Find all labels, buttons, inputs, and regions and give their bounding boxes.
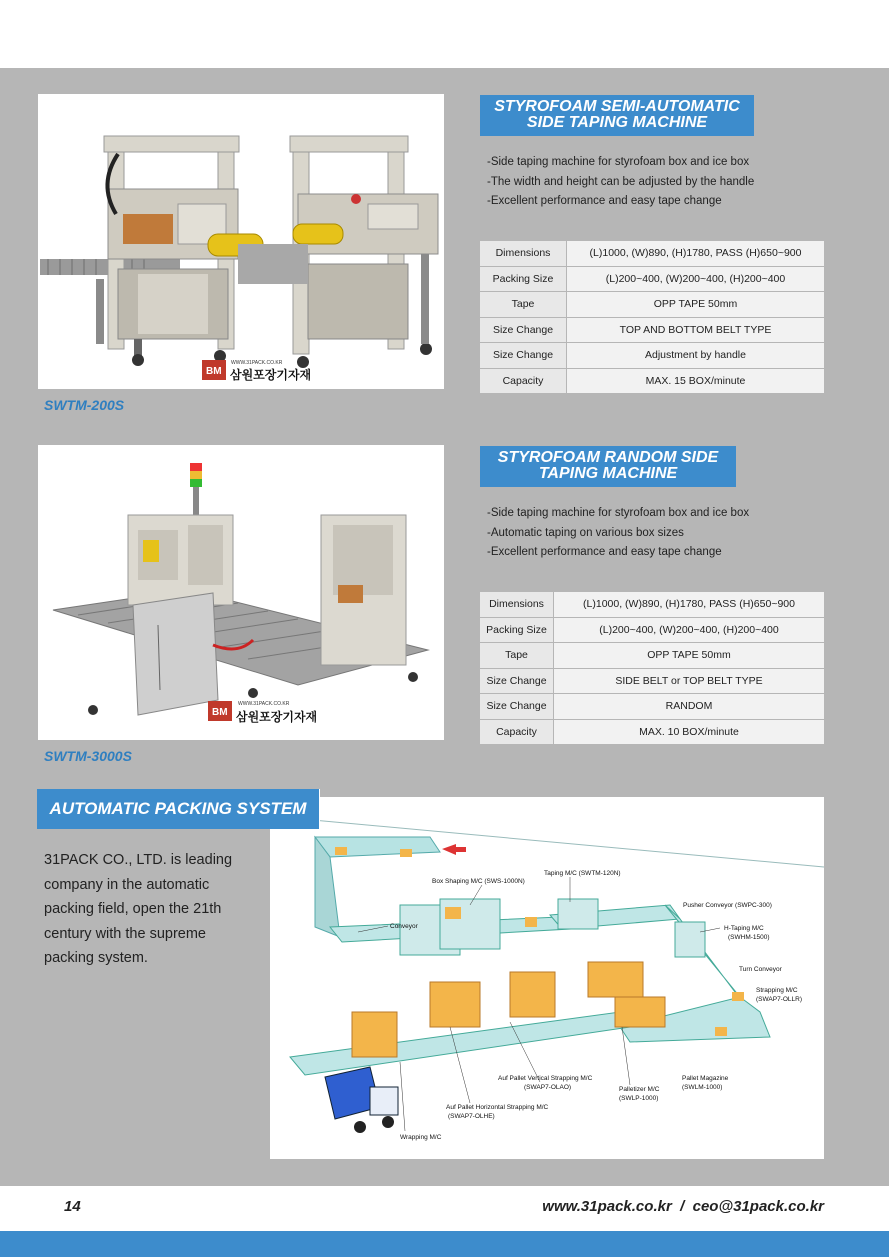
- spec-value: SIDE BELT or TOP BELT TYPE: [554, 668, 825, 694]
- table-row: [480, 368, 824, 394]
- feature-item: -Side taping machine for styrofoam box and ice box: [487, 507, 750, 519]
- taping-machine-illustration: [38, 94, 444, 389]
- diagram-label: Conveyor: [390, 923, 418, 930]
- spec-label: Tape: [480, 292, 567, 318]
- diagram-label: H-Taping M/C: [724, 925, 764, 932]
- spec-table: [480, 241, 824, 394]
- section-description: 31PACK CO., LTD. is leading company in the automatic packing field, open the 21th century with the supreme packing system.: [44, 852, 233, 967]
- feature-item: -Excellent performance and easy tape change: [487, 546, 722, 558]
- spec-label: Size Change: [480, 668, 554, 694]
- diagram-label: (SWAP7-OLHE): [448, 1113, 495, 1120]
- spec-label: Capacity: [480, 719, 554, 745]
- table-row: [480, 241, 824, 266]
- packing-line-illustration: [270, 797, 824, 1159]
- diagram-label: Box Shaping M/C (SWS-1000N): [432, 878, 525, 885]
- diagram-label: (SWAP7-OLAO): [524, 1084, 572, 1091]
- spec-value: Adjustment by handle: [567, 343, 825, 369]
- diagram-label: Pallet Magazine: [682, 1075, 729, 1082]
- spec-value: OPP TAPE 50mm: [554, 643, 825, 669]
- diagram-label: Wrapping M/C: [400, 1134, 442, 1141]
- swtm-3000s-photo: [38, 445, 444, 740]
- spec-label: Capacity: [480, 368, 567, 394]
- table-row: [480, 592, 824, 617]
- spec-label: Dimensions: [480, 592, 554, 617]
- table-row: [480, 694, 824, 720]
- diagram-label: (SWAP7-OLLR): [756, 996, 802, 1003]
- logo-korean-text: 삼원포장기자재: [236, 710, 318, 724]
- spec-label: Packing Size: [480, 617, 554, 643]
- table-row: [480, 292, 824, 318]
- flow-arrow-icon: [442, 844, 466, 855]
- feature-item: -Side taping machine for styrofoam box and ice box: [487, 156, 750, 168]
- svg-text:BM: BM: [212, 707, 228, 718]
- spec-label: Size Change: [480, 694, 554, 720]
- spec-label: Packing Size: [480, 266, 567, 292]
- table-row: [480, 719, 824, 745]
- logo-url-text: WWW.31PACK.CO.KR: [238, 701, 290, 707]
- random-taping-machine-illustration: [38, 445, 444, 740]
- title-line-1: STYROFOAM RANDOM SIDE: [497, 449, 719, 466]
- spec-label: Size Change: [480, 343, 567, 369]
- table-row: [480, 643, 824, 669]
- spec-value: (L)200~400, (W)200~400, (H)200~400: [554, 617, 825, 643]
- model-name: SWTM-200S: [44, 397, 125, 413]
- table-row: [480, 343, 824, 369]
- spec-value: RANDOM: [554, 694, 825, 720]
- footer-bar: [0, 1231, 889, 1257]
- diagram-label: Strapping M/C: [756, 987, 798, 994]
- spec-value: (L)1000, (W)890, (H)1780, PASS (H)650~900: [567, 241, 825, 266]
- spec-value: (L)1000, (W)890, (H)1780, PASS (H)650~900: [554, 592, 825, 617]
- spec-label: Size Change: [480, 317, 567, 343]
- spec-value: MAX. 15 BOX/minute: [567, 368, 825, 394]
- diagram-label: (SWHM-1500): [728, 934, 770, 941]
- product-title: [480, 446, 736, 487]
- table-row: [480, 617, 824, 643]
- spec-value: TOP AND BOTTOM BELT TYPE: [567, 317, 825, 343]
- spec-label: Tape: [480, 643, 554, 669]
- spec-label: Dimensions: [480, 241, 567, 266]
- feature-item: -Excellent performance and easy tape change: [487, 195, 722, 207]
- packing-system-diagram: [270, 797, 824, 1159]
- feature-item: -Automatic taping on various box sizes: [487, 526, 684, 539]
- table-row: [480, 317, 824, 343]
- title-line-2: SIDE TAPING MACHINE: [526, 114, 708, 131]
- title-line-1: STYROFOAM SEMI-AUTOMATIC: [494, 98, 740, 115]
- diagram-label: Turn Conveyor: [739, 966, 782, 973]
- feature-list: [487, 504, 749, 563]
- feature-item: -The width and height can be adjusted by the handle: [487, 175, 755, 188]
- spec-value: MAX. 10 BOX/minute: [554, 719, 825, 745]
- diagram-label: Taping M/C (SWTM-120N): [544, 870, 621, 877]
- title-line-2: TAPING MACHINE: [538, 465, 678, 482]
- page-number: 14: [64, 1198, 81, 1215]
- diagram-label: Palletizer M/C: [619, 1086, 660, 1093]
- spec-value: OPP TAPE 50mm: [567, 292, 825, 318]
- spec-value: (L)200~400, (W)200~400, (H)200~400: [567, 266, 825, 292]
- spec-table: [480, 592, 824, 745]
- diagram-label: (SWLP-1000): [619, 1095, 659, 1102]
- diagram-label: Auf Pallet Vertical Strapping M/C: [498, 1075, 593, 1082]
- feature-list: [487, 153, 754, 212]
- diagram-label: Auf Pallet Horizontal Strapping M/C: [446, 1104, 549, 1111]
- diagram-label: (SWLM-1000): [682, 1084, 723, 1091]
- product-title: [480, 95, 754, 136]
- table-row: [480, 668, 824, 694]
- contact-info: www.31pack.co.kr / ceo@31pack.co.kr: [542, 1198, 824, 1215]
- diagram-label: Pusher Conveyor (SWPC-300): [683, 902, 772, 909]
- svg-text:BM: BM: [206, 366, 222, 377]
- table-row: [480, 266, 824, 292]
- section-title: AUTOMATIC PACKING SYSTEM: [37, 789, 320, 829]
- logo-korean-text: 삼원포장기자재: [230, 368, 312, 382]
- logo-url-text: WWW.31PACK.CO.KR: [231, 360, 283, 366]
- model-name: SWTM-3000S: [44, 748, 132, 764]
- swtm-200s-photo: [38, 94, 444, 389]
